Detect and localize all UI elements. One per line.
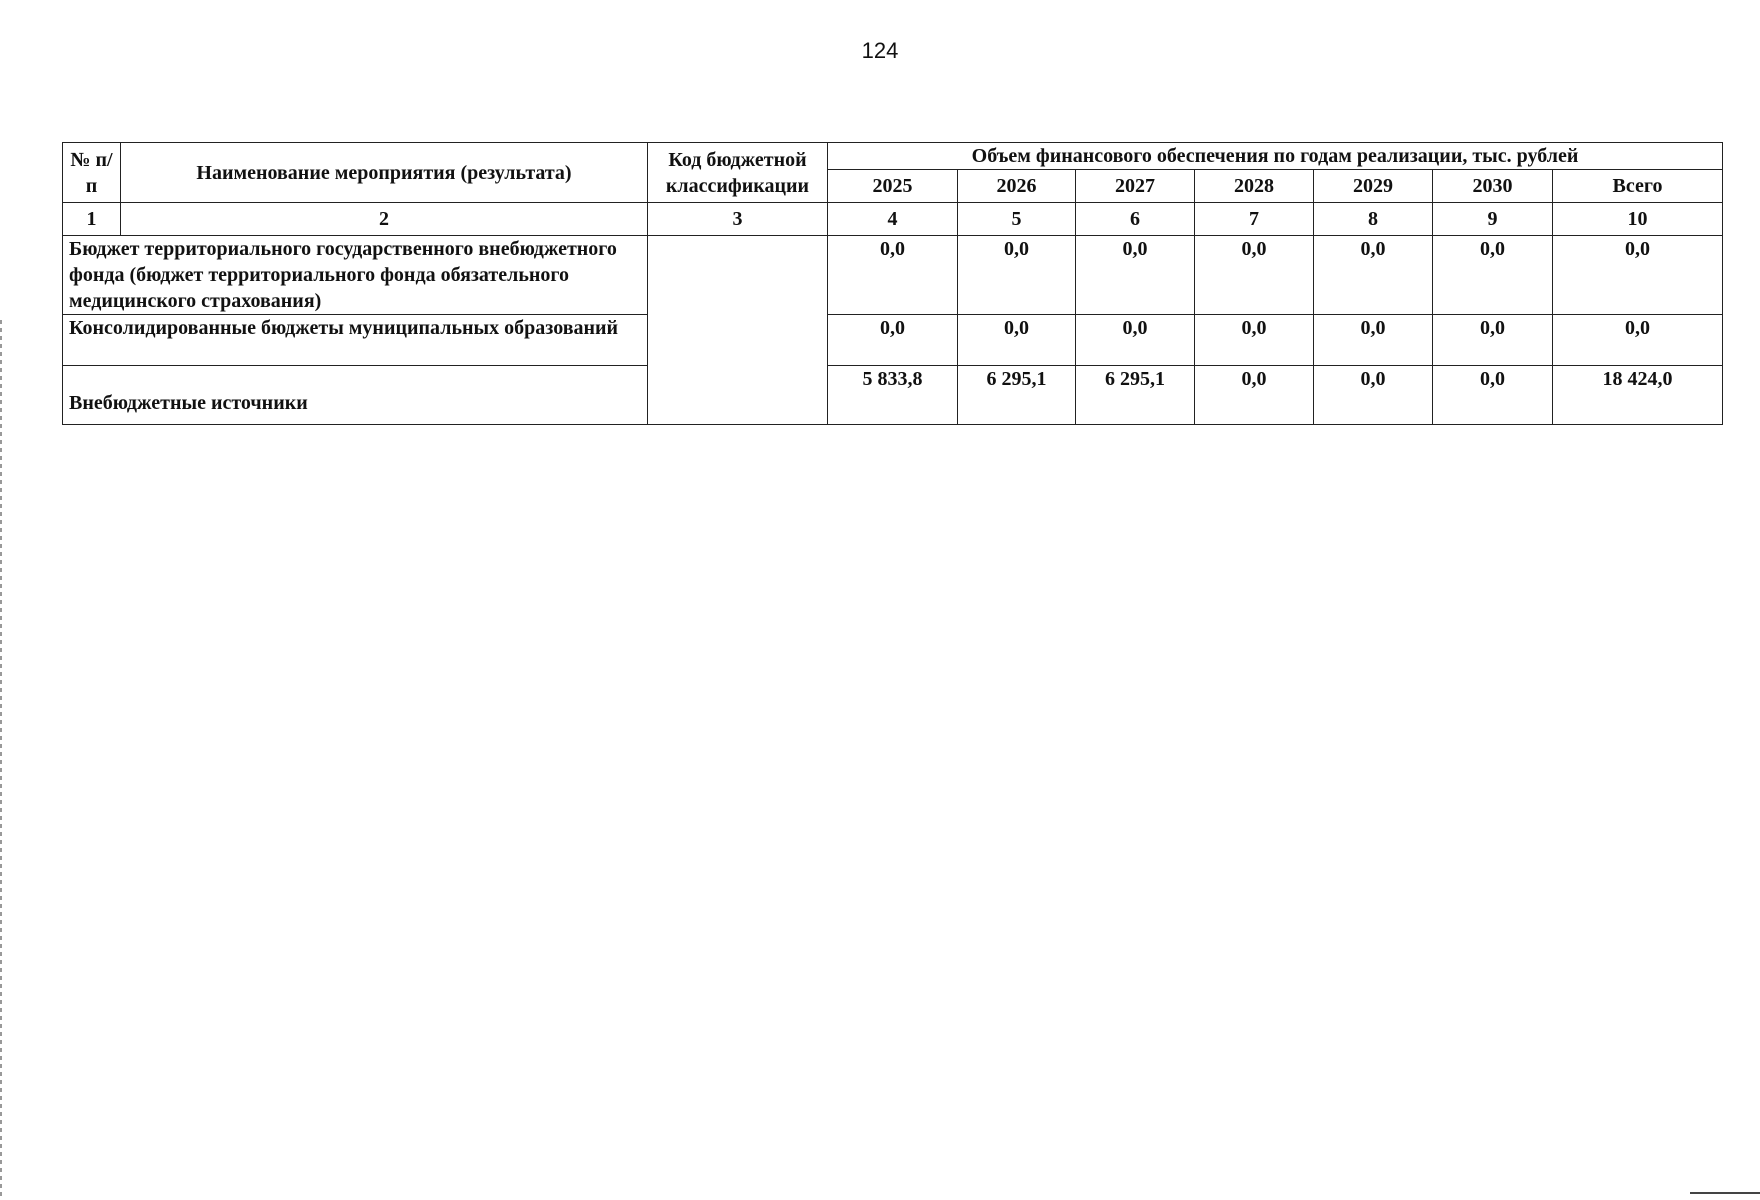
value-cell: 0,0 [1314,315,1433,366]
value-cell: 0,0 [1195,236,1314,315]
column-number: 8 [1314,203,1433,236]
header-year: 2025 [828,170,958,203]
row-label: Внебюджетные источники [63,366,648,425]
value-cell: 0,0 [1076,315,1195,366]
header-year: 2028 [1195,170,1314,203]
column-number: 9 [1433,203,1553,236]
header-row-1 [63,143,1723,170]
table-row [63,366,1723,425]
value-cell: 0,0 [1076,236,1195,315]
row-label: Бюджет территориального государственного внебюджетного фонда (бюджет территориального фонда обязательного медицинского страхования) [63,236,648,315]
value-cell: 0,0 [1195,366,1314,425]
column-number: 4 [828,203,958,236]
financing-table [62,142,1723,425]
column-number: 5 [958,203,1076,236]
value-cell: 0,0 [958,236,1076,315]
value-cell: 0,0 [1195,315,1314,366]
value-cell: 0,0 [1433,236,1553,315]
value-cell: 0,0 [1314,236,1433,315]
table-row [63,315,1723,366]
header-year: 2026 [958,170,1076,203]
column-number: 2 [121,203,648,236]
column-number: 3 [648,203,828,236]
header-num: № п/п [63,143,121,203]
header-year: 2027 [1076,170,1195,203]
value-cell: 0,0 [828,315,958,366]
value-cell: 6 295,1 [958,366,1076,425]
header-year: 2029 [1314,170,1433,203]
page-number: 124 [861,38,899,63]
value-cell: 0,0 [1433,366,1553,425]
value-cell-total: 0,0 [1553,315,1723,366]
value-cell: 6 295,1 [1076,366,1195,425]
column-number: 10 [1553,203,1723,236]
header-total: Всего [1553,170,1723,203]
value-cell: 0,0 [1433,315,1553,366]
value-cell-total: 18 424,0 [1553,366,1723,425]
value-cell: 0,0 [958,315,1076,366]
column-number: 6 [1076,203,1195,236]
value-cell-total: 0,0 [1553,236,1723,315]
column-number-row [63,203,1723,236]
value-cell: 0,0 [1314,366,1433,425]
column-number: 1 [63,203,121,236]
table-row [63,236,1723,315]
value-cell: 5 833,8 [828,366,958,425]
header-year: 2030 [1433,170,1553,203]
column-number: 7 [1195,203,1314,236]
header-volume: Объем финансового обеспечения по годам реализации, тыс. рублей [828,143,1723,170]
budget-code-cell [648,236,828,425]
row-label: Консолидированные бюджеты муниципальных образований [63,315,648,366]
binder-edge [0,320,2,1200]
value-cell: 0,0 [828,236,958,315]
header-code: Код бюджетной классификации [648,143,828,203]
header-name: Наименование мероприятия (результата) [121,143,648,203]
corner-line [1690,1192,1760,1194]
